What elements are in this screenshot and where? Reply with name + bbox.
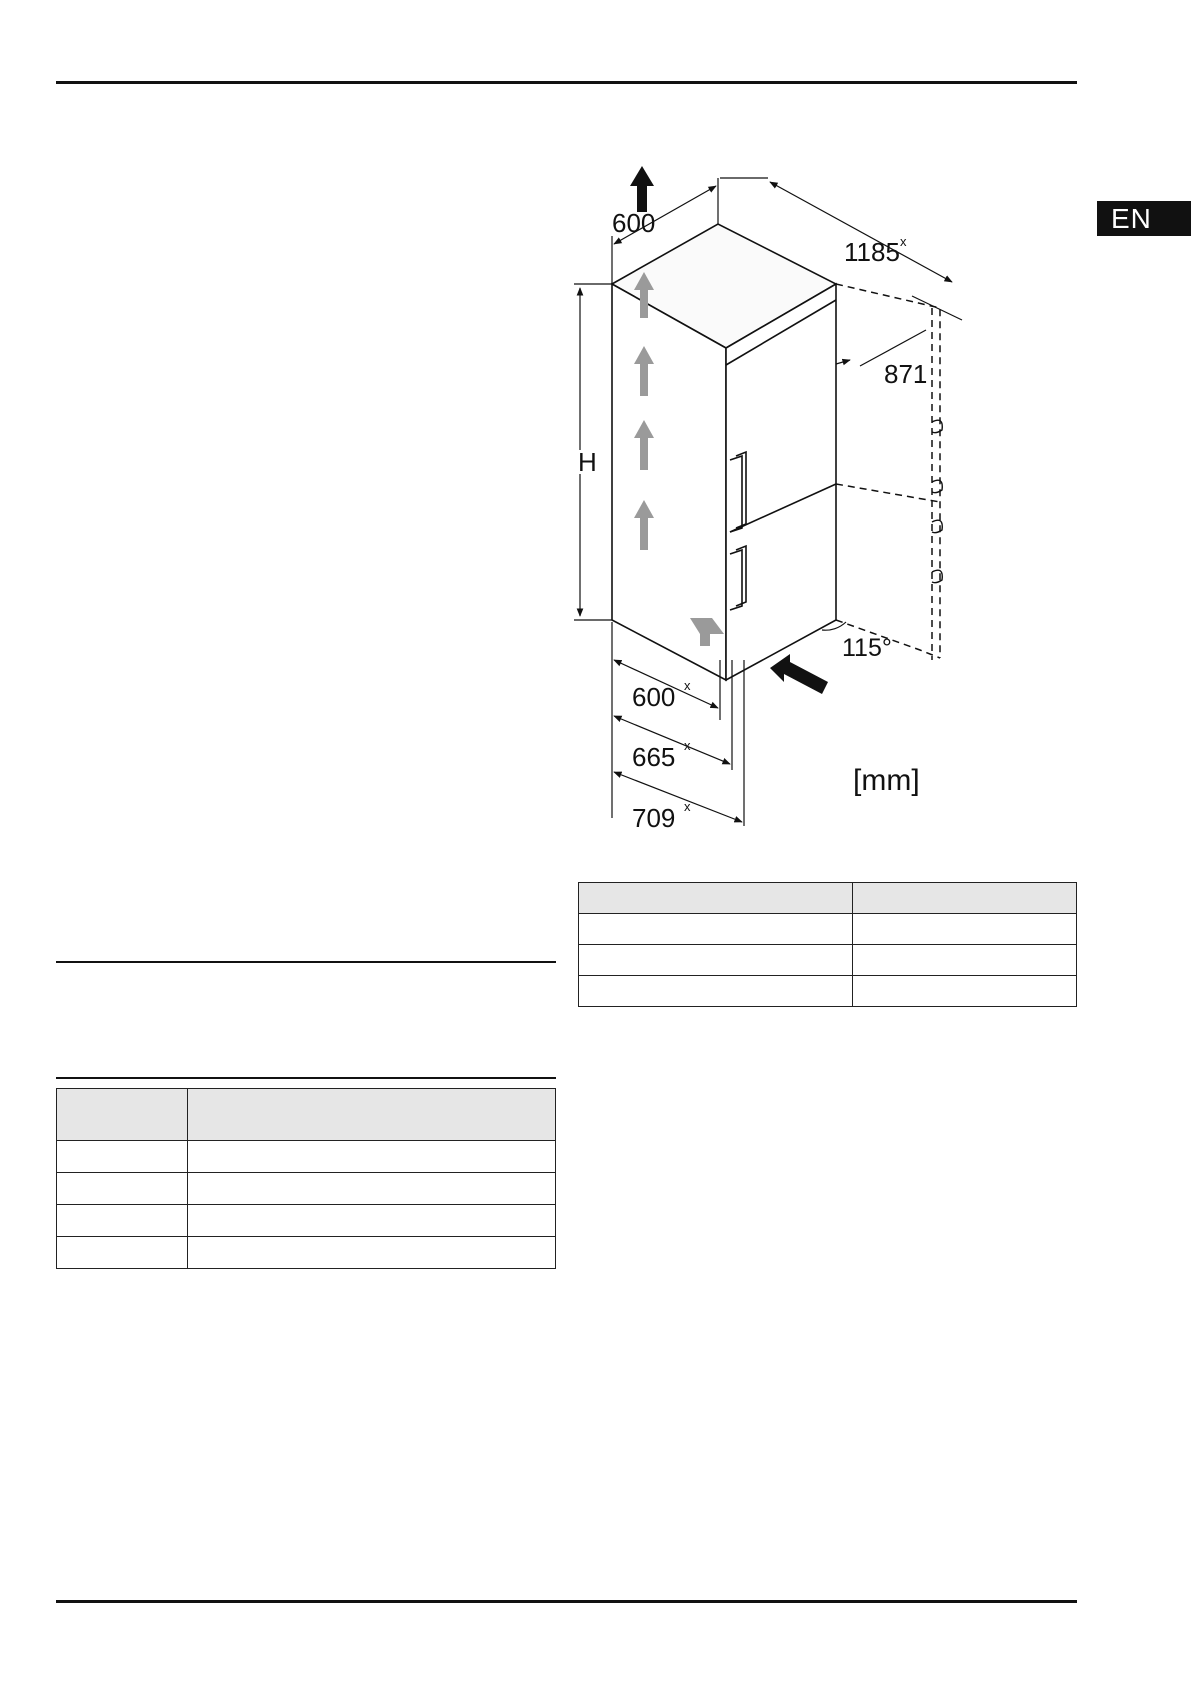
table-row: [579, 914, 1077, 945]
table-cell: [579, 883, 853, 914]
dim-depth-open-sup: x: [900, 234, 907, 249]
table-cell: [57, 1141, 188, 1173]
table-cell: [853, 945, 1077, 976]
table-cell: [853, 976, 1077, 1007]
table-row: [57, 1173, 556, 1205]
table-row: [57, 1205, 556, 1237]
table-cell: [57, 1089, 188, 1141]
table-row: [57, 1237, 556, 1269]
table-cell: [579, 976, 853, 1007]
table-cell: [57, 1205, 188, 1237]
dim-door-width-label: 871: [884, 359, 928, 389]
dim-top-width-label: 600: [612, 208, 656, 238]
dim-depth-1-sup: x: [684, 678, 691, 693]
dim-depth-3-sup: x: [684, 799, 691, 814]
ventilation-inlet-arrow: [770, 654, 828, 694]
dim-depth-2-label: 665: [632, 742, 676, 772]
table-cell: [188, 1237, 556, 1269]
table-cell: [188, 1173, 556, 1205]
table-row: [57, 1141, 556, 1173]
section-rule-1: [56, 961, 556, 963]
open-door-outline: [836, 284, 940, 660]
section-rule-2: [56, 1077, 556, 1079]
table-cell: [188, 1089, 556, 1141]
table-row: [57, 1089, 556, 1141]
dim-depth-2-sup: x: [684, 738, 691, 753]
footer-rule: [56, 1600, 1077, 1603]
top-airflow-arrow: [630, 166, 654, 212]
table-cell: [57, 1173, 188, 1205]
left-table: [56, 1088, 556, 1269]
table-row: [579, 976, 1077, 1007]
table-cell: [853, 883, 1077, 914]
unit-label: [mm]: [853, 764, 920, 797]
dim-depth-open-label: 1185: [844, 237, 900, 267]
header-rule: [56, 81, 1077, 84]
table-row: [579, 883, 1077, 914]
table-cell: [188, 1205, 556, 1237]
dim-door-angle-label: 115°: [842, 634, 892, 662]
table-cell: [57, 1237, 188, 1269]
right-table: [578, 882, 1077, 1007]
dim-depth-1-label: 600: [632, 682, 676, 712]
installation-dimensions-diagram: [560, 160, 1020, 870]
table-cell: [853, 914, 1077, 945]
language-tab: EN: [1097, 201, 1191, 236]
table-row: [579, 945, 1077, 976]
dim-height-label: H: [578, 447, 597, 477]
dim-depth-3-label: 709: [632, 803, 676, 833]
table-cell: [579, 914, 853, 945]
table-cell: [579, 945, 853, 976]
table-cell: [188, 1141, 556, 1173]
